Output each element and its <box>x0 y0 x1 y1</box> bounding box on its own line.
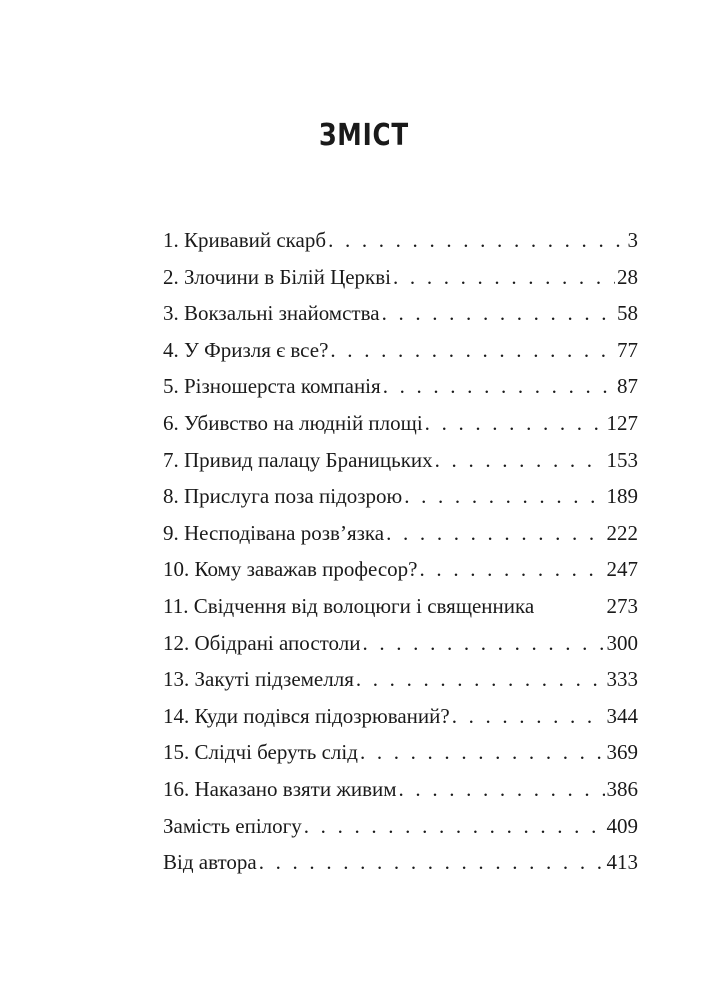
toc-leader-dots <box>435 448 605 473</box>
toc-entry-title: 3. Вокзальні знайомства <box>163 301 380 326</box>
toc-entry <box>163 411 638 448</box>
toc-entry <box>163 850 638 887</box>
toc-entry-title: 12. Обідрані апостоли <box>163 630 361 655</box>
toc-page-number: 369 <box>606 740 638 765</box>
toc-leader-dots <box>330 338 615 363</box>
toc-entry <box>163 338 638 375</box>
toc-leader-dots <box>425 411 605 436</box>
toc-leader-dots <box>304 814 605 839</box>
toc-leader-dots <box>420 557 605 582</box>
toc-entry <box>163 594 638 631</box>
toc-entry <box>163 557 638 594</box>
toc-entry-title: 6. Убивство на людній площі <box>163 410 423 435</box>
toc-leader-dots <box>386 521 604 546</box>
toc-entry-title: 2. Злочини в Білій Церкві <box>163 264 392 289</box>
toc-entry-title: 9. Несподівана розв’язка <box>163 520 385 545</box>
toc-entry-title: Від автора <box>163 850 257 875</box>
toc-entry-title: 1. Кривавий скарб <box>163 228 327 252</box>
toc-entry-title: 8. Прислуга поза підозрою <box>163 484 403 509</box>
toc-leader-dots <box>362 631 604 656</box>
toc-leader-dots <box>399 777 605 802</box>
toc-page-number: 300 <box>606 630 638 655</box>
page-title: ЗМІСТ <box>318 118 410 153</box>
toc-page-number: 273 <box>606 593 638 618</box>
toc-entry-title: Замість епілогу <box>163 813 302 838</box>
toc-entry <box>163 228 638 265</box>
toc-entry <box>163 814 638 851</box>
toc-entry-title: 14. Куди подівся підозрюваний? <box>163 703 450 728</box>
toc-leader-dots <box>382 301 615 326</box>
toc-leader-dots <box>328 228 625 253</box>
toc-page-number: 409 <box>606 813 638 838</box>
toc-entry <box>163 740 638 777</box>
toc-leader-dots <box>404 484 604 509</box>
toc-leader-dots <box>360 740 605 765</box>
toc-entry <box>163 667 638 704</box>
toc-page-number: 58 <box>617 301 638 326</box>
toc-entry-title: 7. Привид палацу Браницьких <box>163 447 433 472</box>
toc-page-number: 28 <box>617 264 638 289</box>
toc-page-number: 222 <box>606 520 638 545</box>
toc-page-number: 77 <box>617 337 638 362</box>
toc-leader-dots <box>452 704 605 729</box>
toc-page-number: 247 <box>606 557 638 582</box>
toc-page-number: 87 <box>617 374 638 399</box>
toc-entry <box>163 777 638 814</box>
toc-leader-dots <box>393 265 615 290</box>
toc-entry <box>163 265 638 302</box>
toc-entry <box>163 521 638 558</box>
toc-entry-title: 5. Різношерста компанія <box>163 374 381 399</box>
toc-entry <box>163 631 638 668</box>
toc-page-number: 344 <box>606 703 638 728</box>
toc-entry <box>163 484 638 521</box>
toc-leader-dots <box>259 850 605 875</box>
toc-entry <box>163 448 638 485</box>
toc-entry <box>163 301 638 338</box>
toc-entry-title: 10. Кому заважав професор? <box>163 557 418 582</box>
toc-page-number: 413 <box>606 850 638 875</box>
toc-page-number: 333 <box>606 667 638 692</box>
toc-entry-title: 15. Слідчі беруть слід <box>163 740 358 765</box>
table-of-contents <box>163 228 638 887</box>
toc-leader-dots <box>383 374 615 399</box>
toc-entry <box>163 374 638 411</box>
toc-page-number: 3 <box>627 228 638 252</box>
toc-entry-title: 13. Закуті підземелля <box>163 667 354 692</box>
toc-entry-title: 11. Свідчення від волоцюги і священника <box>163 593 535 618</box>
toc-page-number: 127 <box>606 410 638 435</box>
toc-page-number: 153 <box>606 447 638 472</box>
toc-entry-title: 4. У Фризля є все? <box>163 337 329 362</box>
toc-entry <box>163 704 638 741</box>
toc-entry-title: 16. Наказано взяти живим <box>163 776 397 801</box>
toc-page-number: 189 <box>606 484 638 509</box>
toc-leader-dots <box>356 667 605 692</box>
toc-page-number: 386 <box>606 776 638 801</box>
